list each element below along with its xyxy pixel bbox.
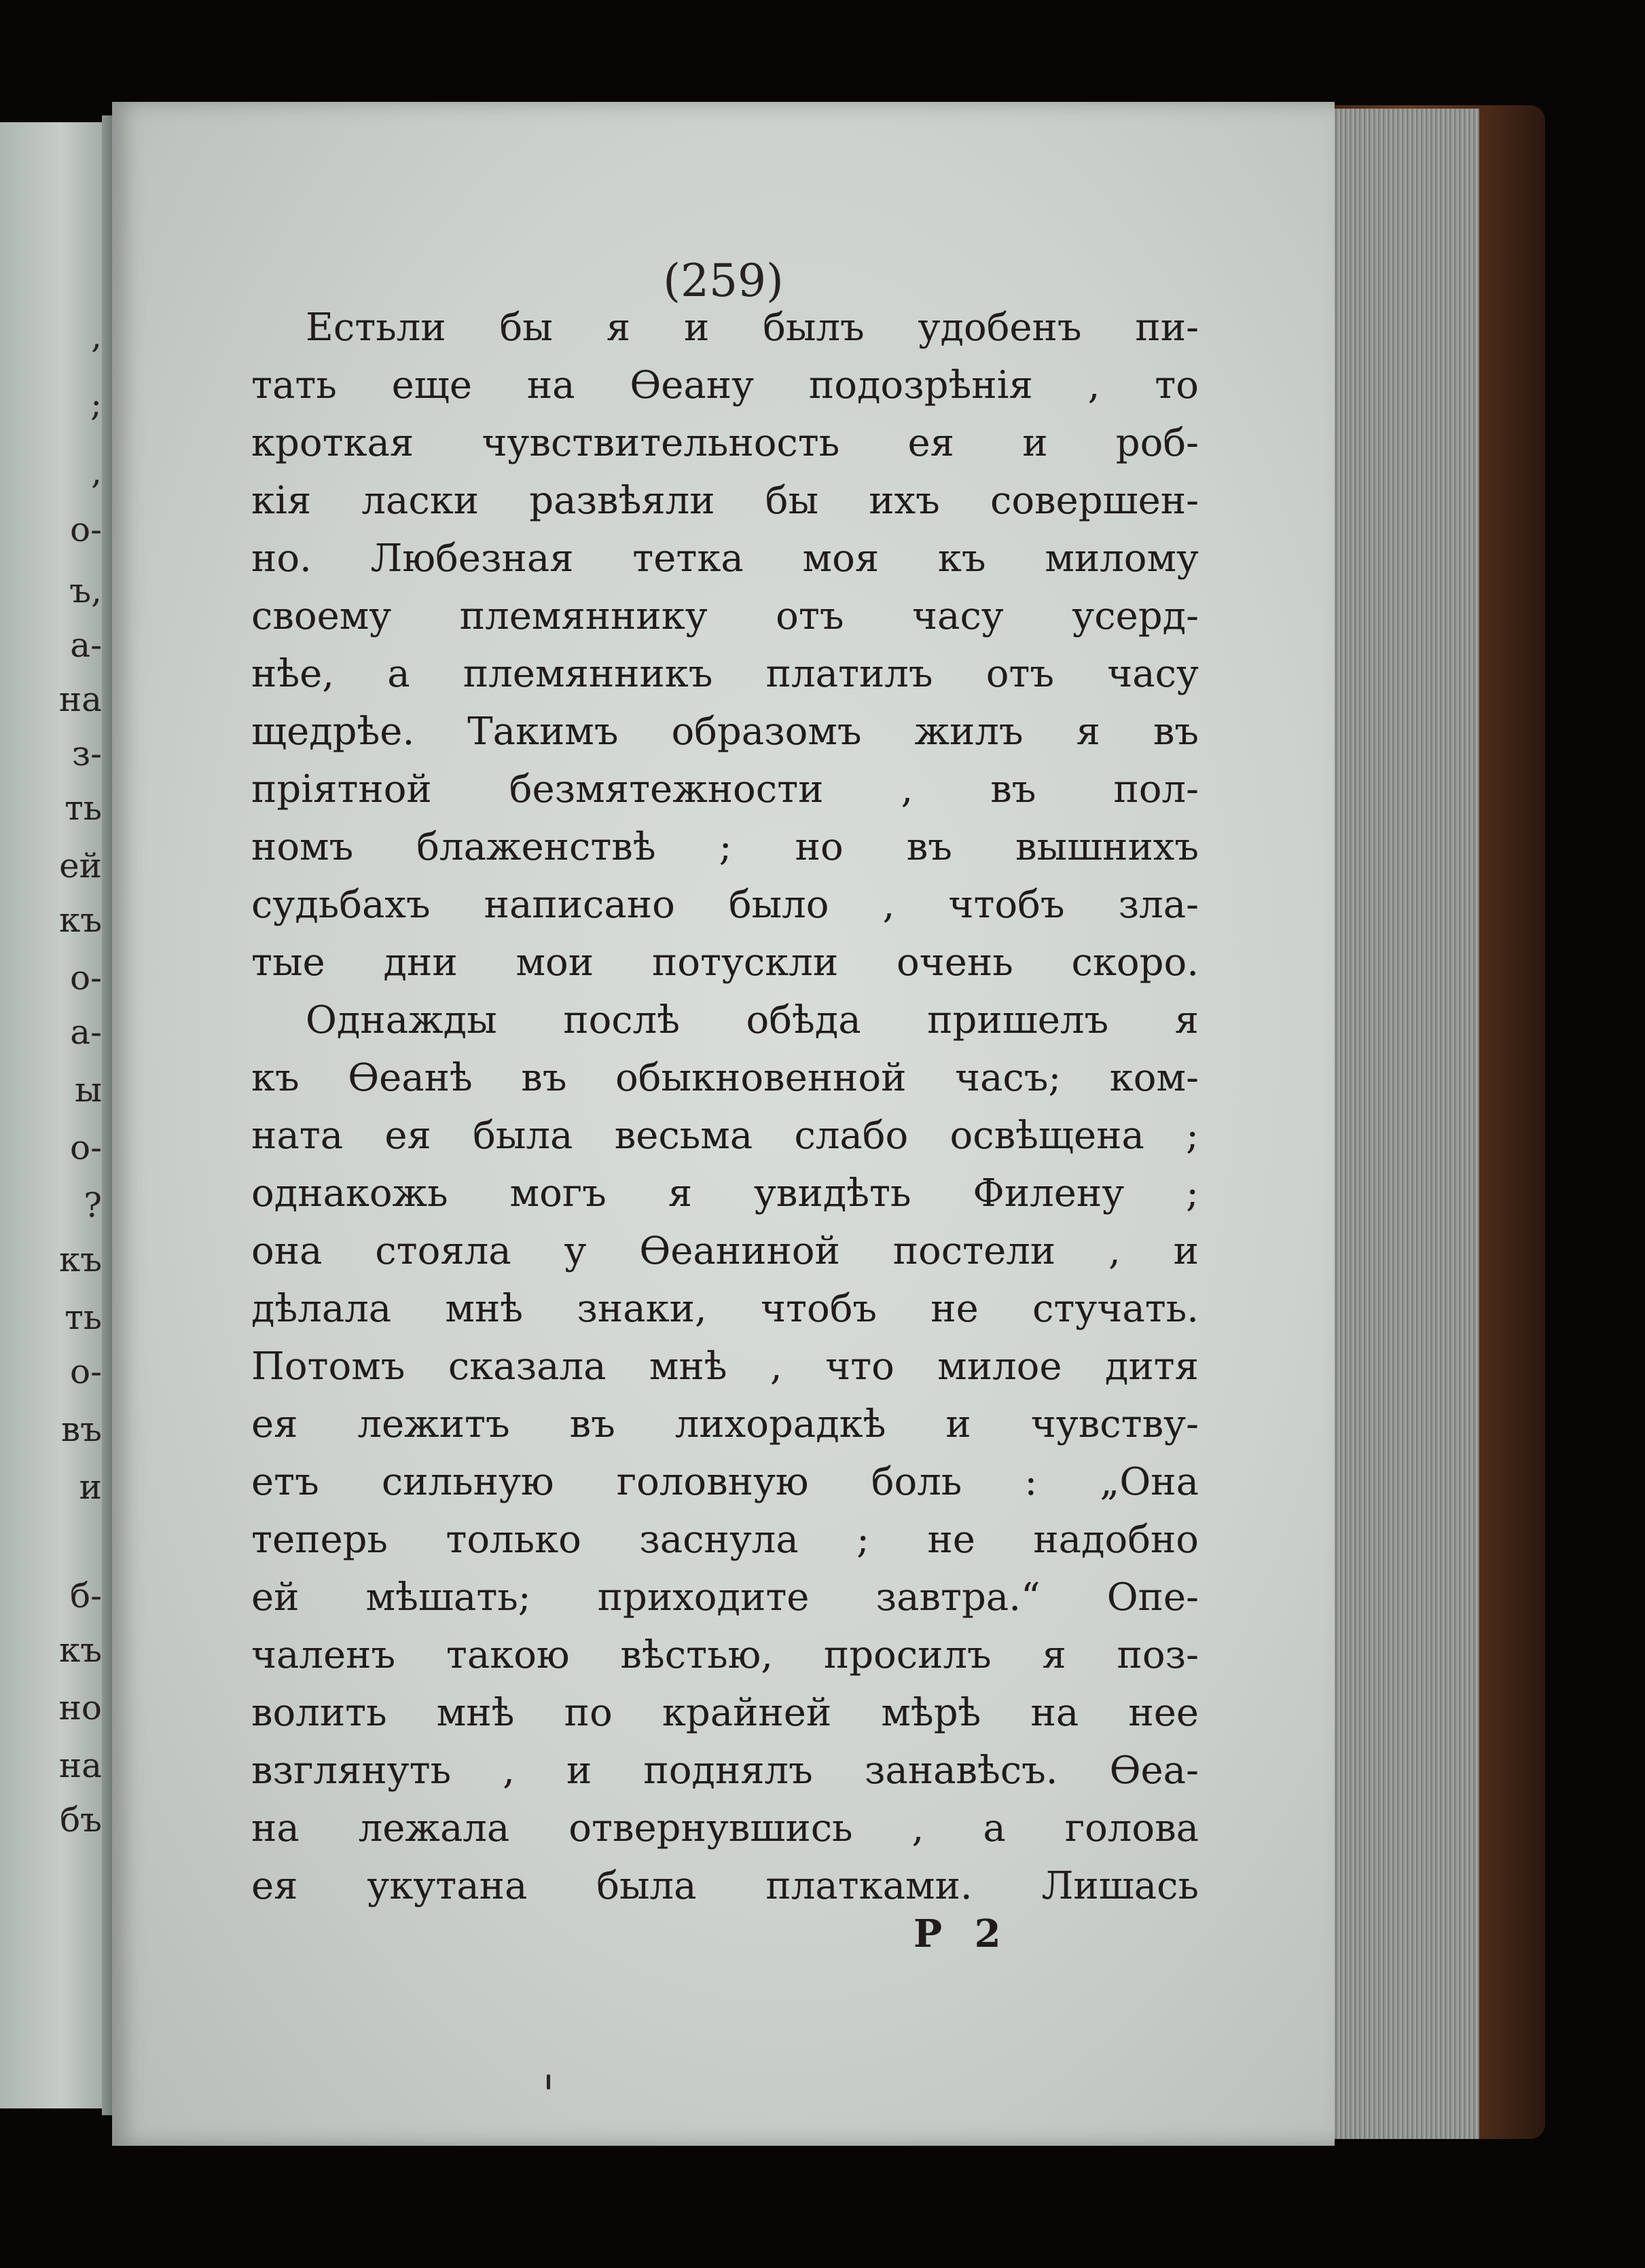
left-fragment: но — [58, 1688, 102, 1727]
text-line: номъ блаженствѣ ; но въ вышнихъ — [251, 825, 1199, 869]
text-line: ната ея была весьма слабо освѣщена ; — [251, 1114, 1199, 1158]
left-fragment: ы — [75, 1070, 102, 1110]
text-line: къ Ѳеанѣ въ обыкновенной часъ; ком- — [251, 1056, 1199, 1100]
left-fragment: и — [79, 1467, 102, 1507]
text-line: на лежала отвернувшись , а голова — [251, 1806, 1199, 1850]
left-fragment: , — [91, 316, 102, 356]
left-fragment: о- — [70, 1128, 102, 1167]
left-fragment: въ — [61, 1410, 102, 1449]
left-fragment: а- — [70, 1012, 102, 1052]
text-line: взглянуть , и поднялъ занавѣсъ. Ѳеа- — [251, 1749, 1199, 1793]
text-line: Однажды послѣ обѣда пришелъ я — [306, 998, 1199, 1042]
text-line: кроткая чувствительность ея и роб- — [251, 421, 1199, 465]
text-line: судьбахъ написано было , чтобъ зла- — [251, 883, 1199, 927]
text-line: тать еще на Ѳеану подозрѣнія , то — [251, 363, 1199, 407]
text-line: щедрѣе. Такимъ образомъ жилъ я въ — [251, 710, 1199, 754]
text-line: нѣе, а племянникъ платилъ отъ часу — [251, 652, 1199, 696]
left-fragment: б- — [70, 1576, 102, 1615]
left-fragment: бъ — [60, 1800, 102, 1840]
left-fragment: о- — [70, 510, 102, 549]
text-line: ей мѣшать; приходите завтра.“ Опе- — [251, 1575, 1199, 1620]
left-fragment: къ — [58, 1630, 102, 1670]
text-line: етъ сильную головную боль : „Она — [251, 1460, 1199, 1504]
text-line: тые дни мои потускли очень скоро. — [251, 940, 1199, 985]
left-fragment: о- — [70, 1352, 102, 1391]
left-fragment: а- — [70, 625, 102, 665]
left-fragment: ть — [65, 1298, 102, 1337]
left-fragment: ? — [84, 1186, 102, 1225]
left-fragment: ть — [65, 788, 102, 828]
left-fragment: о- — [70, 958, 102, 998]
text-line: своему племяннику отъ часу усерд- — [251, 594, 1199, 638]
text-line: пріятной безмятежности , въ пол- — [251, 767, 1199, 811]
text-line: волить мнѣ по крайней мѣрѣ на нее — [251, 1691, 1199, 1735]
text-line: дѣлала мнѣ знаки, чтобъ не стучать. — [251, 1287, 1199, 1331]
text-line: она стояла у Ѳеаниной постели , и — [251, 1229, 1199, 1273]
text-line: чаленъ такою вѣстью, просилъ я поз- — [251, 1633, 1199, 1677]
page-edges — [1321, 109, 1479, 2139]
left-fragment: ей — [59, 846, 102, 885]
signature-mark: P 2 — [914, 1912, 1011, 1956]
book-page — [112, 102, 1335, 2146]
text-line: кія ласки развѣяли бы ихъ совершен- — [251, 479, 1199, 523]
text-line: ея укутана была платками. Лишась — [251, 1864, 1199, 1908]
page-speck — [547, 2074, 550, 2089]
left-fragment: къ — [58, 900, 102, 940]
left-fragment: ; — [90, 384, 102, 424]
left-fragment: на — [58, 680, 102, 719]
left-fragment: , — [91, 452, 102, 492]
page-number: (259) — [663, 255, 784, 307]
text-line: ея лежитъ въ лихорадкѣ и чувству- — [251, 1402, 1199, 1446]
left-fragment: на — [58, 1746, 102, 1785]
text-line: но. Любезная тетка моя къ милому — [251, 536, 1199, 581]
left-fragment: ъ, — [69, 571, 102, 610]
left-fragment: къ — [58, 1240, 102, 1279]
left-fragment: з- — [71, 734, 102, 773]
left-page — [0, 122, 112, 2108]
text-line: Потомъ сказала мнѣ , что милое дитя — [251, 1345, 1199, 1389]
text-line: теперь только заснула ; не надобно — [251, 1518, 1199, 1562]
text-line: однакожь могъ я увидѣть Филену ; — [251, 1171, 1199, 1215]
text-line: Естьли бы я и былъ удобенъ пи- — [306, 306, 1199, 350]
